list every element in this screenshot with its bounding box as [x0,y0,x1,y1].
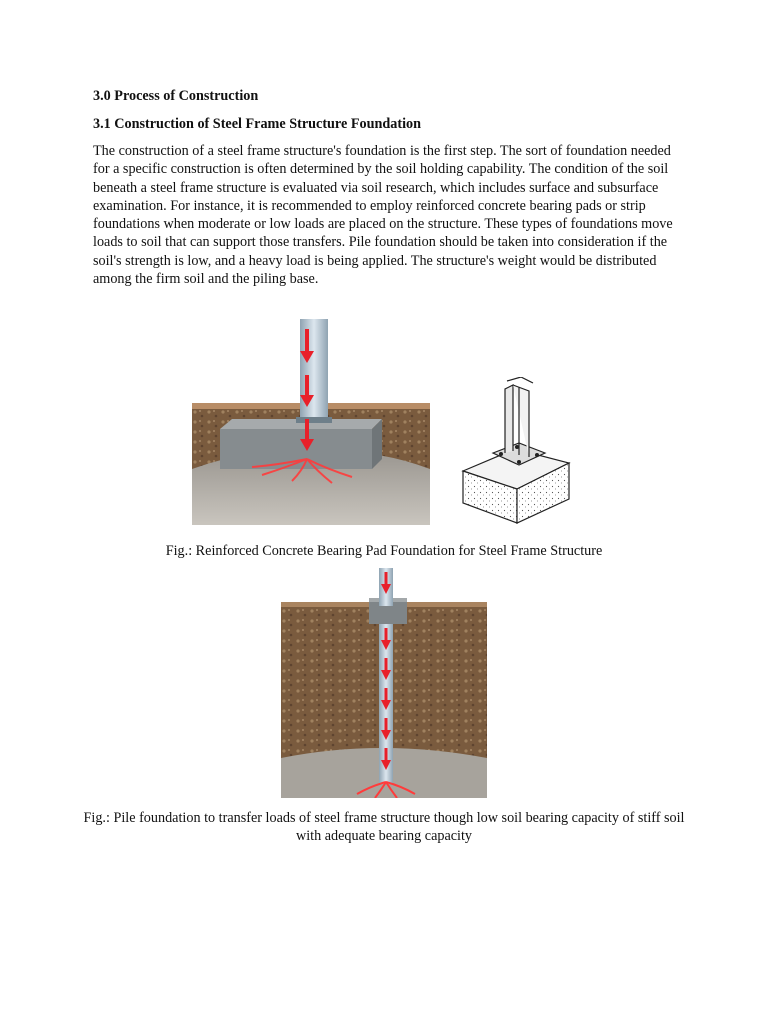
section-heading: 3.0 Process of Construction [93,88,259,104]
figure2-caption: Fig.: Pile foundation to transfer loads of steel frame structure though low soil bearing capacity of stiff soil with adequate bearing capacity [83,810,685,844]
pile-foundation-photo [281,568,487,798]
bearing-pad-photo [192,319,430,525]
bearing-pad-line-drawing [461,377,571,525]
subsection-heading: 3.1 Construction of Steel Frame Structure Foundation [93,116,421,132]
body-paragraph: The construction of a steel frame structure's foundation is the first step. The sort of foundation needed for a specific construction is often determined by the soil holding capability. The condition of the soil beneath a steel frame structure is evaluated via soil research, which includes surface and subsurface examination. For instance, it is recommended to employ reinforced concrete bearing pads or strip foundations when moderate or low loads are placed on the structure. These types of foundations move loads to soil that can support those transfers. Pile foundation should be taken into consideration if the soil's strength is low, and a heavy load is being applied. The structure's weight would be distributed among the firm soil and the piling base. [93,143,673,288]
figure1-caption: Fig.: Reinforced Concrete Bearing Pad Foundation for Steel Frame Structure [165,543,603,559]
